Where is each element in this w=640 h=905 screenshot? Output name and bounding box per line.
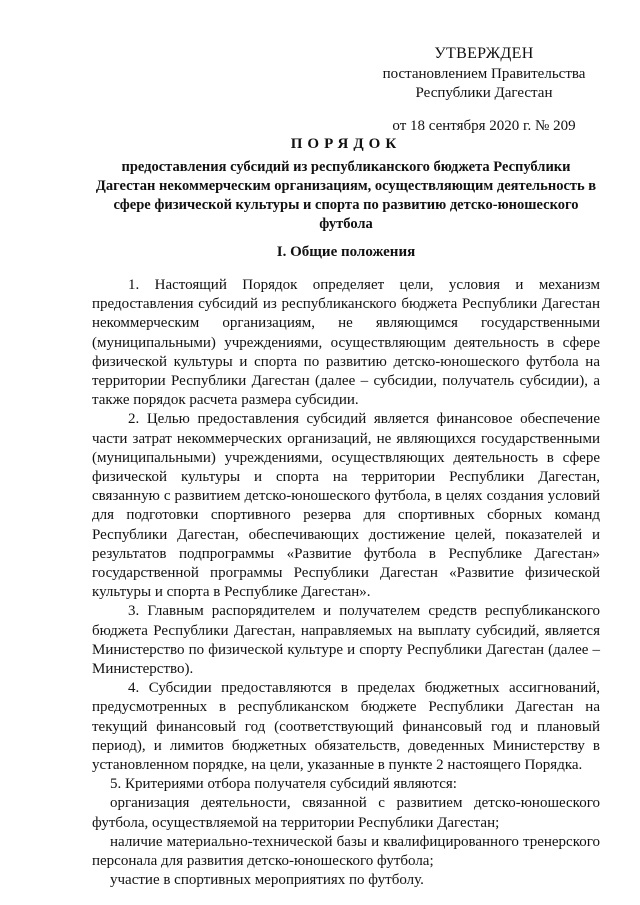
criteria-item-3: участие в спортивных мероприятиях по футболу. [110,872,424,889]
document-subtitle: предоставления субсидий из республиканского бюджета Республики Дагестан некоммерческим организациям, осуществляющим деятельность в сфере физической культуры и спорта по развитию детско-юношеского футбола [95,159,597,232]
paragraph-5: 5. Критериями отбора получателя субсидий являются: [110,776,457,793]
criteria-item-1: организация деятельности, связанной с развитием детско-юношеского футбола, осуществляемой на территории Республики Дагестан; [92,795,600,831]
approval-title: УТВЕРЖДЕН [434,45,534,62]
approval-stamp-block [368,44,600,136]
paragraph-4: 4. Субсидии предоставляются в пределах бюджетных ассигнований, предусмотренных в республиканском бюджете Республики Дагестан на текущий финансовый год (соответствующий финансовый год и плановый период), и лимитов бюджетных обязательств, доведенных Министерству в установленном порядке, на цели, указанные в пункте 2 настоящего Порядка. [92,680,600,774]
criteria-item-2: наличие материально-технической базы и квалифицированного тренерского персонала для развития детско-юношеского футбола; [92,833,600,870]
document-title: ПОРЯДОК [290,136,402,152]
paragraph-1: 1. Настоящий Порядок определяет цели, условия и механизм предоставления субсидий из республиканского бюджета Республики Дагестан некоммерческим организациям, не являющимся государственными (муниципальными) учреждениями, осуществляющим деятельность в сфере физической культуры и спорта по развитию детско-юношеского футбола на территории Республики Дагестан (далее – субсидии, получатель субсидии), а также порядок расчета размера субсидии. [92,277,600,409]
approval-date: от 18 сентября 2020 г. № 209 [392,118,576,134]
approval-line-1: постановлением Правительства [382,66,586,82]
section-body [92,276,600,891]
paragraph-2: 2. Целью предоставления субсидий является финансовое обеспечение части затрат некоммерческих организаций, не являющихся государственными (муниципальными) учреждениями, осуществляющих деятельность в сфере физической культуры и спорта на территории Республики Дагестан, связанную с развитием детско-юношеского футбола, в целях создания условий для подготовки спортивного резерва для спортивных сборных команд Республики Дагестан, обеспечивающих достижение целей, показателей и результатов подпрограммы «Развитие футбола в Республике Дагестан» государственной программы Республики Дагестан «Развитие физической культуры и спорта в Республике Дагестан». [92,411,600,601]
approval-line-2: Республики Дагестан [415,85,553,101]
section-heading: I. Общие положения [276,244,416,260]
paragraph-3: 3. Главным распорядителем и получателем средств республиканского бюджета Республики Дагестан, направляемых на выплату субсидий, является Министерство по физической культуре и спорту Республики Дагестан (далее – Министерство). [92,603,600,678]
